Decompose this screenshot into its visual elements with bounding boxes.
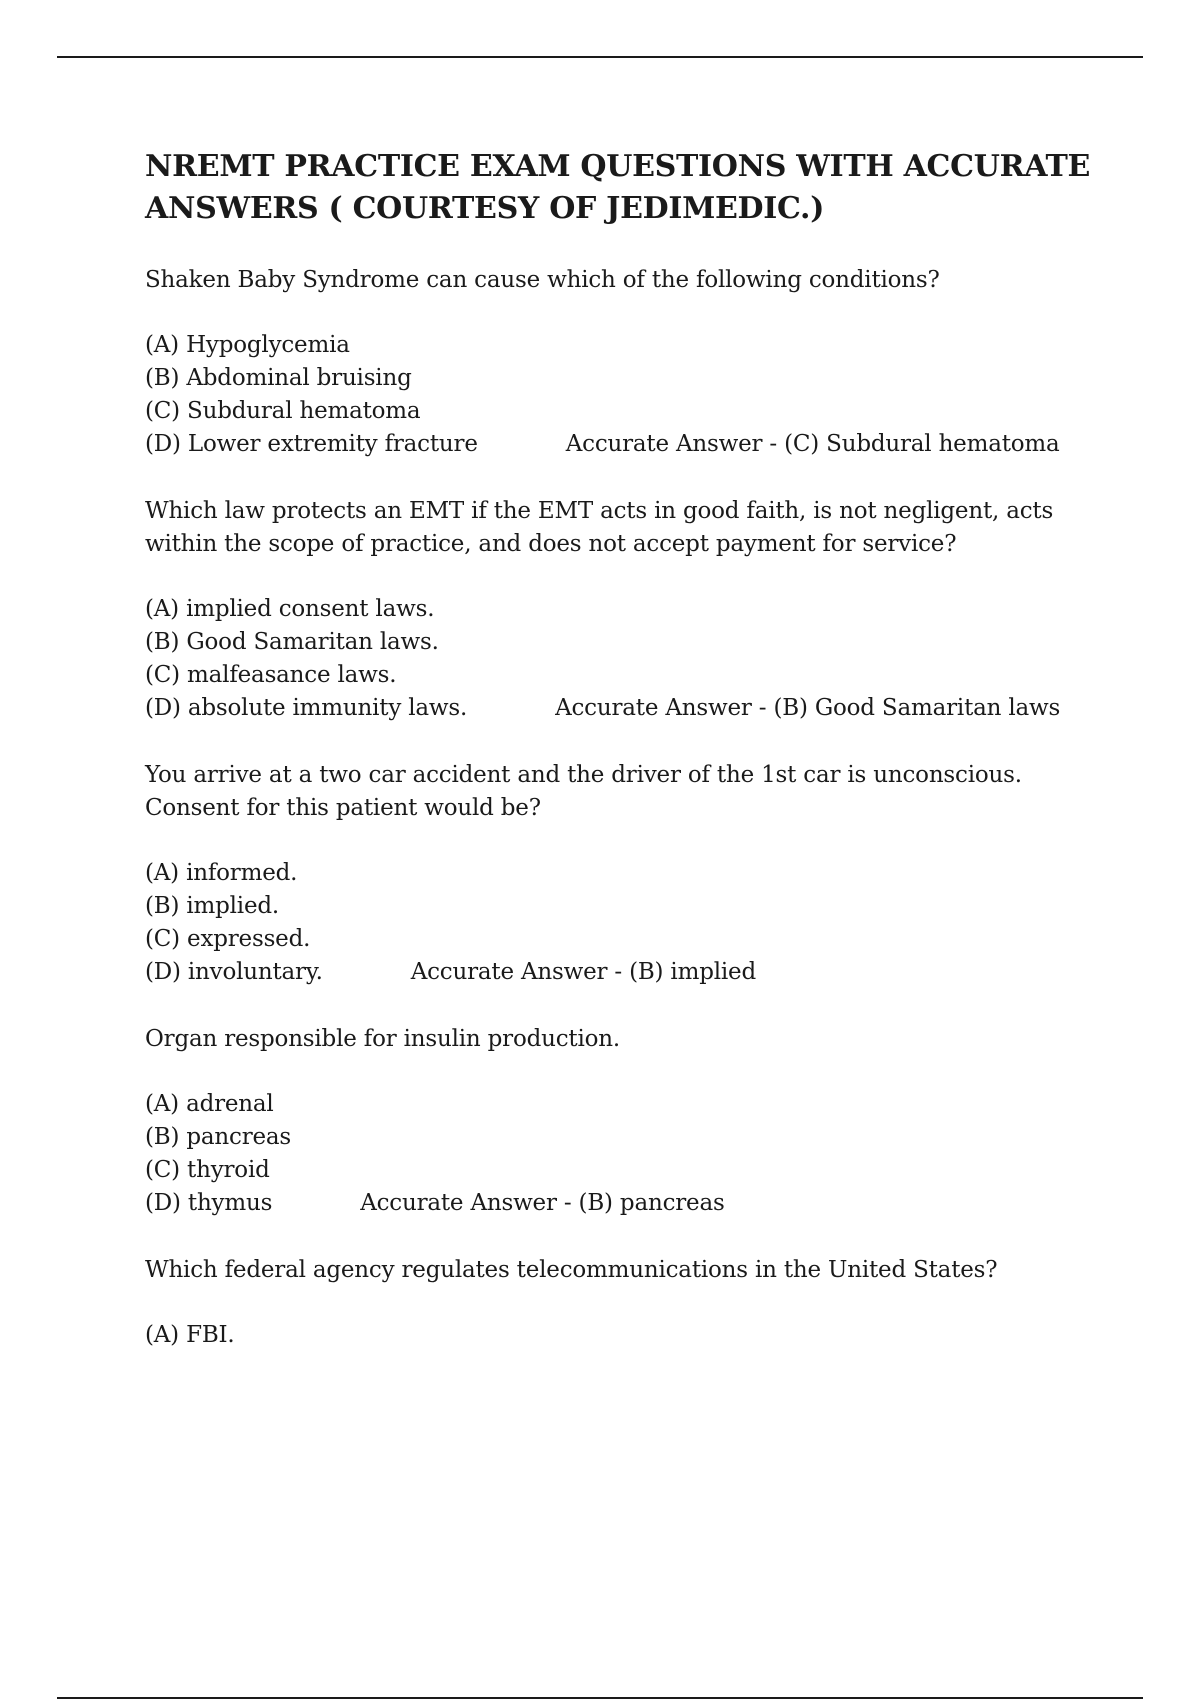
option-d: (D) Lower extremity fracture [145, 431, 478, 457]
accurate-answer: Accurate Answer - (B) implied [410, 959, 756, 985]
options-list [145, 1319, 1105, 1352]
question-block [145, 264, 1105, 461]
question-block [145, 759, 1105, 989]
question-block [145, 495, 1105, 725]
bottom-rule [57, 1697, 1143, 1699]
option-d-with-answer [145, 956, 1105, 989]
option-b: (B) Good Samaritan laws. [145, 629, 439, 655]
option-d-with-answer [145, 1187, 1105, 1220]
option-d: (D) absolute immunity laws. [145, 695, 468, 721]
options-list [145, 1088, 1105, 1220]
option-b: (B) pancreas [145, 1124, 292, 1150]
option-d: (D) involuntary. [145, 959, 323, 985]
accurate-answer: Accurate Answer - (B) pancreas [360, 1190, 725, 1216]
option-c: (C) expressed. [145, 926, 311, 952]
question-text: Which law protects an EMT if the EMT acts in good faith, is not negligent, acts within the scope of practice, and does not accept payment for service? [145, 498, 1054, 557]
option-c: (C) thyroid [145, 1157, 270, 1183]
options-list [145, 593, 1105, 725]
options-list [145, 329, 1105, 461]
option-b: (B) Abdominal bruising [145, 365, 412, 391]
option-d-with-answer [145, 428, 1105, 461]
question-block [145, 1254, 1105, 1352]
question-text: You arrive at a two car accident and the driver of the 1st car is unconscious. Consent for this patient would be? [145, 762, 1022, 821]
option-c: (C) malfeasance laws. [145, 662, 397, 688]
option-b: (B) implied. [145, 893, 280, 919]
option-a: (A) adrenal [145, 1091, 274, 1117]
option-a: (A) FBI. [145, 1322, 235, 1348]
accurate-answer: Accurate Answer - (B) Good Samaritan laws [555, 695, 1061, 721]
options-list [145, 857, 1105, 989]
accurate-answer: Accurate Answer - (C) Subdural hematoma [565, 431, 1060, 457]
document-title: NREMT PRACTICE EXAM QUESTIONS WITH ACCURATE ANSWERS ( COURTESY OF JEDIMEDIC.) [145, 149, 1091, 226]
question-text: Which federal agency regulates telecommunications in the United States? [145, 1257, 998, 1283]
question-text: Shaken Baby Syndrome can cause which of the following conditions? [145, 267, 940, 293]
top-rule [57, 56, 1143, 58]
option-a: (A) Hypoglycemia [145, 332, 350, 358]
option-a: (A) implied consent laws. [145, 596, 435, 622]
option-a: (A) informed. [145, 860, 298, 886]
option-d-with-answer [145, 692, 1105, 725]
question-block [145, 1023, 1105, 1220]
document-body [145, 146, 1105, 1352]
question-text: Organ responsible for insulin production. [145, 1026, 621, 1052]
option-c: (C) Subdural hematoma [145, 398, 421, 424]
option-d: (D) thymus [145, 1190, 273, 1216]
